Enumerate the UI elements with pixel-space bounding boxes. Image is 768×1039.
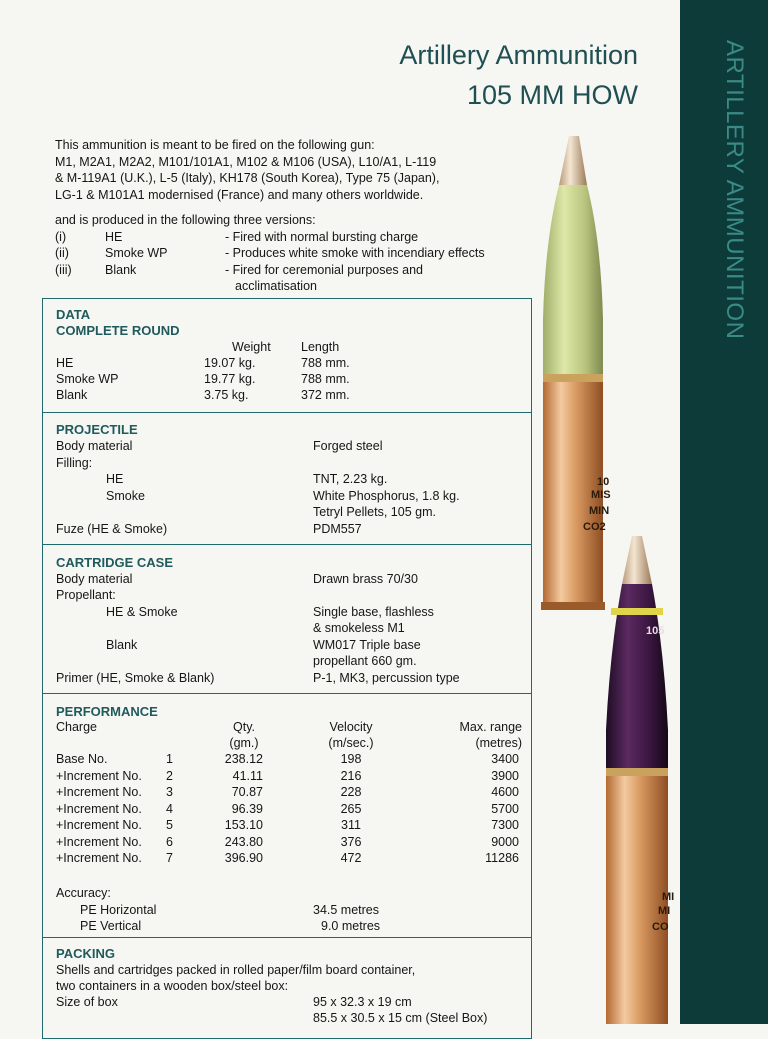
qty-col-unit: (gm.) [229, 736, 259, 750]
pe-horizontal-value: 34.5 metres [313, 903, 380, 917]
charge-label: +Increment No. [56, 801, 142, 816]
intro-line: M1, M2A1, M2A2, M101/101A1, M102 & M106 (USA), L10/A1, L-119 [55, 154, 437, 169]
round-name: Smoke WP [56, 372, 119, 386]
propellant-he-smoke-label: HE & Smoke [106, 605, 178, 619]
propellant-blank-label: Blank [106, 638, 138, 652]
primer-label: Primer (HE, Smoke & Blank) [56, 671, 215, 685]
shell-marking: MIN [589, 505, 610, 517]
velocity-col-unit: (m/sec.) [328, 736, 374, 750]
range-col-unit: (metres) [475, 736, 522, 750]
data-section [42, 298, 532, 412]
filling-smoke-value: White Phosphorus, 1.8 kg. [313, 489, 460, 503]
charge-number: 2 [166, 768, 173, 783]
range-col-header: Max. range [459, 720, 522, 734]
weight-col-header: Weight [232, 340, 271, 354]
charge-number: 1 [166, 752, 173, 766]
charge-number: 5 [166, 818, 173, 832]
version-desc: - Fired for ceremonial purposes and [225, 262, 424, 277]
version-number: (ii) [55, 246, 69, 260]
round-weight: 19.77 kg. [204, 372, 256, 386]
version-number: (i) [55, 229, 67, 244]
charge-velocity: 376 [340, 834, 362, 849]
version-item [55, 229, 535, 246]
round-length: 788 mm. [301, 372, 350, 386]
version-item [55, 262, 535, 279]
filling-smoke-value-2: Tetryl Pellets, 105 gm. [313, 505, 436, 519]
round-length: 372 mm. [301, 388, 350, 402]
sidebar-title: ARTILLERY AMMUNITION [721, 40, 748, 340]
round-name: HE [56, 356, 74, 370]
performance-heading: PERFORMANCE [56, 704, 158, 719]
charge-qty: 238.12 [224, 752, 263, 766]
round-name: Blank [56, 388, 88, 402]
version-name: Smoke WP [105, 246, 168, 260]
intro-line: & M-119A1 (U.K.), L-5 (Italy), KH178 (South Korea), Type 75 (Japan), [55, 171, 440, 185]
velocity-col-header: Velocity [329, 720, 373, 734]
fuze-value: PDM557 [313, 522, 362, 536]
charge-label: +Increment No. [56, 785, 142, 799]
charge-number: 7 [166, 851, 173, 865]
charge-max-range: 3900 [491, 768, 519, 783]
filling-he-label: HE [106, 472, 124, 486]
round-weight: 19.07 kg. [204, 356, 256, 370]
version-name: Blank [105, 262, 137, 277]
version-item [55, 245, 535, 262]
intro-line: LG-1 & M101A1 modernised (France) and many others worldwide. [55, 187, 424, 202]
body-material-label: Body material [56, 439, 133, 453]
box-size-label: Size of box [56, 995, 118, 1009]
charge-velocity: 228 [340, 785, 362, 799]
body-material-value: Forged steel [313, 439, 383, 453]
case-body-label: Body material [56, 572, 133, 586]
version-desc: - Produces white smoke with incendiary effects [225, 246, 485, 260]
charge-max-range: 4600 [491, 785, 519, 799]
round-weight: 3.75 kg. [204, 388, 249, 402]
cartridge-heading: CARTRIDGE CASE [56, 555, 174, 570]
charge-number: 6 [166, 834, 173, 849]
performance-section [42, 693, 532, 937]
fuze-label: Fuze (HE & Smoke) [56, 522, 168, 536]
propellant-label: Propellant: [56, 588, 116, 602]
charge-velocity: 311 [341, 818, 361, 832]
shell-marking: 105 [646, 625, 665, 637]
cartridge-section [42, 544, 532, 693]
charge-qty: 70.87 [231, 785, 263, 799]
packing-line: two containers in a wooden box/steel box: [56, 979, 289, 993]
shell-marking: CO [652, 921, 669, 933]
charge-qty: 243.80 [224, 834, 263, 849]
propellant-blank-value: WM017 Triple base [313, 638, 421, 652]
data-heading: DATA [56, 307, 91, 322]
shell-marking: 10 [597, 476, 610, 488]
complete-round-heading: COMPLETE ROUND [56, 323, 180, 338]
charge-max-range: 3400 [491, 752, 519, 766]
charge-max-range: 5700 [491, 801, 519, 816]
smoke-shell-image [600, 530, 680, 1024]
charge-label: +Increment No. [56, 834, 142, 849]
versions-heading: and is produced in the following three versions: [55, 213, 316, 227]
shell-marking: MI [658, 905, 671, 917]
pe-horizontal-label: PE Horizontal [80, 903, 157, 917]
charge-max-range: 7300 [491, 818, 519, 832]
charge-qty: 396.90 [224, 851, 263, 865]
charge-max-range: 11286 [485, 851, 519, 865]
charge-velocity: 472 [340, 851, 362, 865]
page-subtitle: 105 MM HOW [466, 80, 638, 110]
charge-label: +Increment No. [56, 768, 142, 783]
qty-col-header: Qty. [233, 720, 255, 734]
intro-paragraph [55, 137, 535, 203]
charge-velocity: 265 [340, 801, 362, 816]
page-title: Artillery Ammunition [399, 40, 638, 70]
version-name: HE [105, 229, 123, 244]
propellant-he-smoke-value: Single base, flashless [313, 605, 434, 619]
box-size-value-2: 85.5 x 30.5 x 15 cm (Steel Box) [313, 1011, 488, 1025]
charge-col-header: Charge [56, 720, 97, 734]
box-size-value: 95 x 32.3 x 19 cm [313, 995, 412, 1009]
filling-label: Filling: [56, 456, 93, 470]
propellant-blank-value-2: propellant 660 gm. [313, 654, 417, 668]
charge-label: +Increment No. [56, 851, 142, 865]
charge-velocity: 216 [340, 768, 362, 783]
projectile-section [42, 412, 532, 544]
charge-label: +Increment No. [56, 818, 142, 832]
length-col-header: Length [301, 340, 340, 354]
packing-heading: PACKING [56, 946, 115, 961]
version-desc: - Fired with normal bursting charge [225, 229, 419, 244]
versions-list [55, 212, 535, 295]
shell-marking: MIS [591, 489, 611, 501]
filling-he-value: TNT, 2.23 kg. [313, 472, 388, 486]
filling-smoke-label: Smoke [106, 489, 145, 503]
charge-number: 3 [166, 785, 173, 799]
charge-qty: 96.39 [231, 801, 263, 816]
charge-qty: 41.11 [232, 768, 263, 783]
case-body-value: Drawn brass 70/30 [313, 572, 418, 586]
shell-marking: MI [662, 891, 675, 903]
pe-vertical-label: PE Vertical [80, 919, 142, 933]
charge-label: Base No. [56, 752, 108, 766]
shell-marking: CO2 [583, 521, 606, 533]
charge-number: 4 [166, 801, 173, 816]
round-length: 788 mm. [301, 356, 350, 370]
projectile-heading: PROJECTILE [56, 422, 138, 437]
pe-vertical-value: 9.0 metres [321, 919, 381, 933]
accuracy-label: Accuracy: [56, 886, 111, 900]
version-number: (iii) [55, 262, 72, 277]
charge-velocity: 198 [340, 752, 362, 766]
version-desc-continued: acclimatisation [235, 279, 317, 293]
charge-max-range: 9000 [491, 834, 519, 849]
propellant-he-smoke-value-2: & smokeless M1 [313, 621, 405, 635]
packing-line: Shells and cartridges packed in rolled paper/film board container, [56, 963, 416, 977]
primer-value: P-1, MK3, percussion type [313, 671, 460, 685]
intro-line: This ammunition is meant to be fired on the following gun: [55, 138, 375, 152]
charge-qty: 153.10 [224, 818, 263, 832]
